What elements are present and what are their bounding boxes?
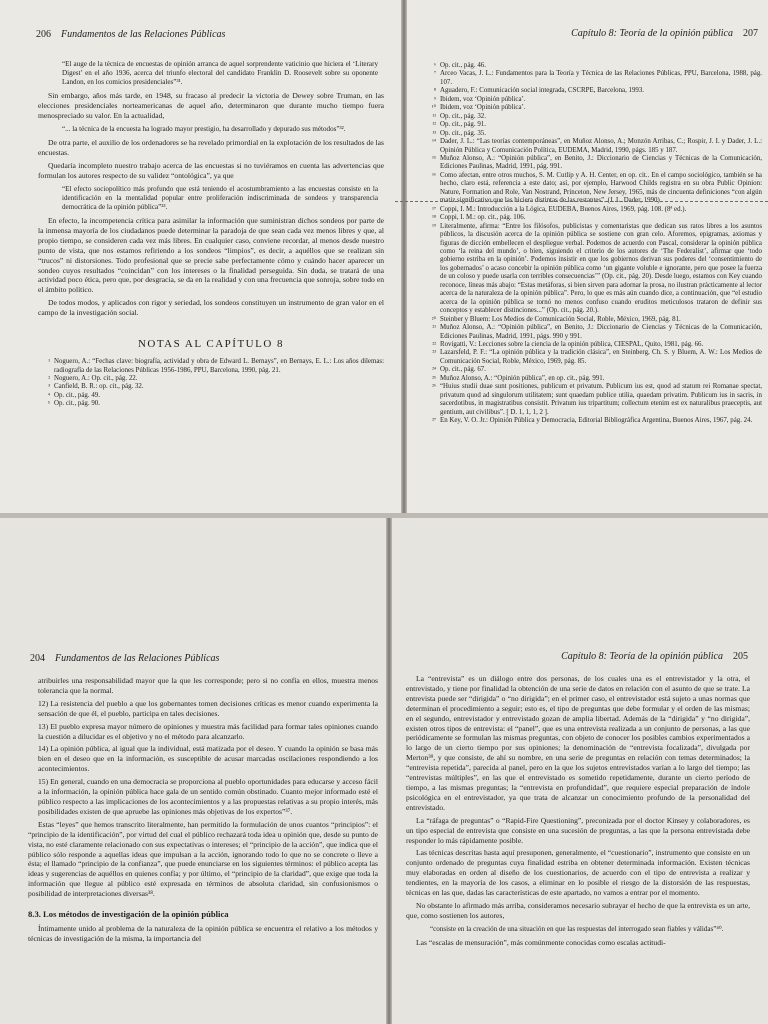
- footnote: [424, 121, 762, 129]
- page-204: [0, 518, 386, 1024]
- paragraph: En efecto, la incompetencia crítica para asimilar la información que suministran dichos sondeos por parte de la inmensa mayoría de los ciudadanos puede determinar la paradoja de que sean cada vez menos libres y que, al propio tiempo, se consideren cada vez más libres. En cualquier caso, conviene recordar, al menos desde nuestro punto de vista, que nos estamos refiriendo a los sondeos “limpios”, es decir, a aquéllos que se realizan sin “trucos” ni distorsiones. Todo profesional que se precie sabe perfectamente cómo y cuándo hacer aparecer un sondeo cuyos resultados “coincidan” con los intereses o la finalidad perseguida. Sin duda, se tratará de una actividad poco ética, pero que, por desgracia, se da en la realidad y con una frecuencia que sonroja, sobre todo en el ámbito político.: [38, 216, 384, 295]
- footnote-number: ²³: [432, 350, 436, 357]
- footnote-text: Muñoz Alonso, A.: “Opinión pública”, en Benito, J.: Diccionario de Ciencias y Técnicas de la Comunicación, Ediciones Paulinas, Madrid, 1991, pág. 991.: [440, 154, 762, 171]
- paragraph: La “entrevista” es un diálogo entre dos personas, de los cuales una es el entrevistador y la otra, el entrevistado, y tiene por finalidad la obtención de una serie de datos en relación con el asunto de que se trate. La entrevista puede ser “dirigida” o “no dirigida”; en el primer caso, el entrevistador está sujeto a unas normas que determinan el procedimiento a seguir; esto es, el tipo de preguntas que debe formular y el orden de las mismas; en el segundo, entrevistador y entrevistado gozan de amplia libertad. Además de la “dirigida” y “no dirigida”, existen otros tipos de entrevista: el “panel”, que es una entrevista realizada a un conjunto de personas, a las que periódicamente se formulan las mismas preguntas, con objeto de conocer los posibles cambios experimentados a lo largo de un cierto tiempo por sus opiniones; la denominación de “entrevista focalizada”, divulgada por Merton³⁹, y que consiste, de ahí su nombre, en una serie de preguntas en relación con temas determinados; la “entrevista repetida”, parecida al panel, pero en la que los sujetos entrevistados varían a lo largo del tiempo; las “entrevistas múltiples”, en las que el entrevistado es sometido repetidamente, durante un cierto período de tiempo, a las mismas preguntas; la “entrevista en profundidad”, que requiere especial preparación de índole psicológica en el entrevistador, ya que trata de alcanzar un conocimiento profundo de la personalidad del entrevistado.: [406, 674, 750, 812]
- footnote-text: Muñoz Alonso, A.: “Opinión pública”, en op. cit., pág. 991.: [440, 374, 605, 382]
- bottom-spread: [0, 518, 768, 1024]
- block-quote: “consiste en la creación de una situación en que las respuestas del interrogado sean fiables y válidas”⁴⁰.: [430, 924, 724, 933]
- footnote-number: ⁴: [47, 392, 50, 399]
- block-quote: “El efecto sociopolítico más profundo que está teniendo el acostumbramiento a las encuestas consiste en la identificación en la mentalidad popular entre proliferación indiscriminada de sondeos y transparencia democrática de la opinión pública”³³.: [62, 184, 378, 211]
- footnote-text: Op. cit., pág. 35.: [440, 129, 486, 137]
- footnote-number: ²²: [432, 341, 436, 348]
- footnote: [424, 87, 762, 95]
- footnote: [38, 358, 384, 375]
- footnote-text: Noguero, A.: “Fechas clave: biografía, actividad y obra de Edward L. Bernays”, en Bernays, E. L.: Los años dilemas: radiografía de las Relaciones Públicas 1956-1986, PPU, Barcelona, 1990, pág. 21.: [54, 358, 384, 374]
- section-heading: 8.3. Los métodos de investigación de la opinión pública: [28, 909, 229, 920]
- footnote-text: Op. cit., pág. 90.: [54, 400, 100, 408]
- paragraph: Quedaría incompleto nuestro trabajo acerca de las encuestas si no tuviéramos en cuenta las advertencias que formulan los autores respecto de su validez “ontológica”, ya que: [38, 160, 384, 180]
- footnote-text: Como afectan, entre otros muchos, S. M. Cutlip y A. H. Center, en op. cit.. En el campo sociológico, también se ha hecho, claro está, referencia a este dato; así, por ejemplo, Harwood Childs registra en su obra Public Opinion: Nature, Formation and Role, Van Nostrand, Princeton, New Jersey, 1965, más de cincuenta definiciones “con algún matiz significativo que las hiciera distintas de las restantes”. (J. L. Dader, 1990).: [440, 171, 762, 205]
- footnote: [424, 316, 762, 324]
- footnote-text: Arceo Vacas, J. L.: Fundamentos para la Teoría y Técnica de las Relaciones Públicas, PPU, Barcelona, 1988, pág. 107.: [440, 70, 762, 86]
- paragraph: Las “escalas de mensuración”, más comúnmente conocidas como escalas actitudi-: [416, 937, 666, 947]
- footnote-number: ²⁶: [432, 384, 436, 391]
- footnote-text: En Key, V. O. Jr.: Opinión Pública y Democracia, Editorial Bibliográfica Argentina, Buenos Aires, 1967, pág. 24.: [440, 417, 753, 425]
- footnote: [424, 223, 762, 316]
- footnote: [38, 383, 384, 391]
- footnote-list: [424, 62, 762, 425]
- footnote: [424, 62, 762, 70]
- footnote-number: ²: [48, 375, 50, 382]
- footnote: [424, 324, 762, 341]
- footnote-text: Muñoz Alonso, A.: “Opinión pública”, en Benito, J.: Diccionario de Ciencias y Técnicas de la Comunicación, Ediciones Paulinas, Madrid, 1991, págs. 990 y 991.: [440, 324, 762, 340]
- paragraph: No obstante lo afirmado más arriba, consideramos necesario subrayar el hecho de que la entrevista es un arte, que, como sostienen los autores,: [406, 900, 750, 920]
- footnote-number: ¹²: [432, 122, 436, 129]
- running-header: [36, 29, 225, 40]
- footnote: [424, 375, 762, 383]
- running-title: Fundamentos de las Relaciones Públicas: [55, 653, 220, 664]
- footnote-text: Ibidem, voz ‘Opinión pública’.: [440, 104, 526, 112]
- paragraph: De otra parte, el auxilio de los ordenadores se ha revelado primordial en la explotación de los resultados de las encuestas.: [38, 138, 384, 157]
- footnote: [424, 70, 762, 87]
- footnote-text: Literalmente, afirma: “Entre los filósofos, publicistas y comentaristas que dedican sus ratos libres a los asuntos públicos, la discusión acerca de la opinión pública se sostiene con gran celo. Aforemos, epigramas, axiomas y figuras de dicción embellecen el despliegue verbal. Podemos de acuerdo con Pascal, considerar la opinión pública como ‘la reina del mundo’, o bien, siguiendo el criterio de los autores de ‘The Federalist’, afirmar que ‘todo gobierno estriba en la opinión’. Podemos insistir en que los gobiernos derivan sus poderes del ‘consentimiento de los gobernados’ o acaso concebir la opinión pública como ‘un gigante voluble e ignorante, pero que posee la fuerza de un coloso y puede usarla con terribles consecuencias’” (Op. cit., pág. 20). Desde luego, estamos con Key cuando reconoce, líneas más abajo: “Estas metáforas, si bien sirven para adornar la prosa, no ilustran prácticamente al lector acerca de la naturaleza de la opinión pública”. Pero, lo que es más aún cuando dice, a continuación, que “el estudio acerca de la opinión pública se tornó no menos confuso cuando eruditos meticulosos trataron de definir sus conceptos y establecer distinciones...” (Op. cit., pág. 20.).: [440, 222, 762, 315]
- footnote-number: ¹⁹: [432, 223, 436, 230]
- notes-heading: NOTAS AL CAPÍTULO 8: [137, 338, 285, 351]
- footnote-text: Coppi, I. M.: op. cit., pág. 106.: [440, 214, 526, 222]
- footnote-text: Canfield, B. R.: op. cit., pág. 32.: [54, 383, 144, 391]
- footnote: [424, 214, 762, 222]
- footnote-text: Noguero, A.: Op. cit., pág. 22.: [54, 374, 138, 382]
- page-number: 206: [36, 29, 51, 40]
- list-item: 12) La resistencia del pueblo a que los gobernantes tomen decisiones críticas es menor cuando experimenta la sensación de que él, el pueblo, participa en tales decisiones.: [38, 698, 378, 718]
- list-item: 15) En general, cuando en una democracia se proporciona al pueblo oportunidades para educarse y acceso fácil a la información, la opinión pública hace gala de un sentido común obstinado. Cuanto mejor informado esté el público respecto a las implicaciones de los acontecimientos y a las propuestas relativas a su propio interés, más posibilidades existen de que apruebe las opiniones más objetivas de los expertos”³⁷.: [38, 777, 378, 816]
- footnote: [424, 341, 762, 349]
- footnote-text: Op. cit., pág. 67.: [440, 366, 486, 374]
- running-title: Capítulo 8: Teoría de la opinión pública: [571, 28, 733, 39]
- block-quote: “El auge de la técnica de encuestas de opinión arranca de aquel sorprendente vaticinio que hiciera el ‘Literary Digest’ en el año 1936, acerca del triunfo electoral del candidato Franklin D. Roosevelt sobre su oponente Landon, en los comicios presidenciales”³¹.: [62, 60, 378, 87]
- paragraph: Íntimamente unido al problema de la naturaleza de la opinión pública se encuentra el relativo a los métodos y técnicas de investigación de la misma, la importancia del: [28, 924, 378, 943]
- footnote-number: ¹⁵: [432, 155, 436, 162]
- footnote-text: Op. cit., pág. 32.: [440, 112, 486, 120]
- footnote-number: ⁵: [47, 401, 50, 408]
- footnote-number: ¹: [48, 359, 50, 366]
- footnote-text: “Huius studii duae sunt positiones, publicum et privatum. Publicum ius est, quod ad statum rei Romanae spectat, privatum quod ad singulorum utilitatem; sunt quaedam publice utilia, quaedam privatim. Publicum ius in sacris, in sacerdotibus, in magistratibus consistit. Privatum ius tripartitum; collectum etenim est ex naturalibus praeceptis, aut gentium, aut civilibus”. [ D. 1, 1, 1, 2 ].: [440, 383, 762, 416]
- footnote-number: ³: [48, 384, 50, 391]
- footnote-text: Aguadero, F.: Comunicación social integrada, CSCRPE, Barcelona, 1993.: [440, 87, 645, 95]
- paragraph: De todos modos, y aplicados con rigor y seriedad, los sondeos constituyen un instrumento de gran valor en el campo de la investigación social.: [38, 298, 384, 318]
- book-gutter: [401, 0, 407, 515]
- footnote: [424, 155, 762, 172]
- footnote: [424, 417, 762, 425]
- footnote-text: Coppi, I. M.: Introducción a la Lógica, EUDEBA, Buenos Aires, 1969, pág. 108. (8ª ed.).: [440, 205, 687, 213]
- footnote-number: ⁶: [433, 63, 436, 69]
- footnote: [424, 366, 762, 374]
- footnote-number: ⁸: [433, 88, 436, 95]
- fold-mark: [395, 201, 768, 203]
- paragraph: Sin embargo, años más tarde, en 1948, su fracaso al predecir la victoria de Dewey sobre Truman, en las elecciones presidenciales norteamericanas de aquel año, determinaron que durante mucho tiempo fuera menospreciado su valor. En la actualidad,: [38, 91, 384, 121]
- body-text: [28, 676, 378, 947]
- footnote: [38, 375, 384, 383]
- page-207: [408, 0, 768, 515]
- footnote: [38, 400, 384, 408]
- footnote-number: ⁹: [433, 96, 436, 103]
- list-item: 13) El pueblo expresa mayor número de opiniones y muestra más facilidad para formar tales opiniones cuando la cuestión a dilucidar es el objetivo y no el método para alcanzarlo.: [38, 721, 378, 741]
- running-title: Fundamentos de las Relaciones Públicas: [61, 29, 226, 40]
- running-header: [30, 653, 219, 664]
- list-item: atribuirles una responsabilidad mayor que la que les corresponde; pero si no confía en ellos, muestra menos tolerancia que la normal.: [38, 676, 378, 695]
- footnote-list: [38, 358, 384, 409]
- paragraph: Estas “leyes” que hemos transcrito literalmente, han permitido la formulación de unos cuantos “principios”: el “principio de la identificación”, por virtud del cual el público rechazará toda idea u opinión que, desde su punto de vista, no esté claramente relacionado con sus expectativas o intereses; el “principio de la acción”, que indica que el público sólo responde a aquellas ideas que impulsan a la acción, ignorando todo lo que no se concrete o lleve a ésta; el llamado “principio de la confianza”, que puede enunciarse en los siguientes términos: el público acepta las ideas y sugerencias de aquéllos en quienes confía; y por último, el “principio de la claridad”, que exige que toda la información que llegue al público esté expresada en términos de absoluta claridad, sin confusionismos o posibilidad de interpretaciones diversas³⁸.: [28, 819, 378, 899]
- footnote: [424, 349, 762, 366]
- footnote-number: ¹⁰: [431, 105, 436, 112]
- running-header: [561, 651, 748, 662]
- footnote: [424, 104, 762, 112]
- footnote-text: Ibidem, voz ‘Opinión pública’.: [440, 95, 526, 103]
- footnote: [424, 383, 762, 417]
- footnote-number: ¹³: [432, 130, 436, 137]
- footnote-number: ²⁰: [431, 316, 436, 323]
- footnote-text: Rovigatti, V.: Lecciones sobre la ciencia de la opinión pública, CIESPAL, Quito, 1981, pág. 66.: [440, 340, 704, 348]
- page-206: [0, 0, 395, 515]
- footnote: [424, 206, 762, 214]
- footnote-number: ²¹: [432, 325, 436, 332]
- footnote-text: Lazarsfeld, P. F.: “La opinión pública y la tradición clásica”, en Steinberg, Ch. S. y Bluem, A. W.: Los Medios de Comunicación Social, Roble, México, 1969, pág. 85.: [440, 349, 762, 365]
- body-text: [406, 674, 750, 951]
- footnote-text: Op. cit., pág. 49.: [54, 391, 100, 399]
- footnote: [424, 113, 762, 121]
- footnote-text: Op. cit., pág. 91.: [440, 121, 486, 129]
- paragraph: Las técnicas descritas hasta aquí presuponen, generalmente, el “cuestionario”, instrumento que consiste en un conjunto ordenado de preguntas cuya finalidad estriba en obtener determinada información. Existen técnicas muy elaboradas en orden al diseño de los cuestionarios, de acuerdo con el tipo de entrevista a realizar y tendientes, en la mayoría de los casos, a eliminar en lo posible el riesgo de la distorsión de las respuestas, técnicas en las que, dadas las características de este apartado, no vamos a entrar por el momento.: [406, 848, 750, 898]
- page-205: [392, 518, 768, 1024]
- running-header: [571, 28, 758, 39]
- paragraph: La “ráfaga de preguntas” o “Rapid-Fire Questioning”, preconizada por el doctor Kinsey y colaboradores, es un tipo especial de entrevista que consiste en una sucesión de preguntas, a las que la persona entrevistada debe responder lo más rápidamente posible.: [406, 815, 750, 845]
- footnote-number: ²⁴: [432, 367, 436, 374]
- footnote-text: Dader, J. L.: “Las teorías contemporáneas”, en Muñoz Alonso, A.; Monzón Arribas, C.; Rospir, J. I. y Dader, J. L.: Opinión Pública y Comunicación Política, EUDEMA, Madrid, 1990, págs. 185 y 187.: [440, 138, 762, 154]
- footnote-number: ²⁷: [432, 418, 436, 425]
- body-text: [38, 56, 384, 409]
- footnote-text: Op. cit., pág. 46.: [440, 62, 486, 69]
- footnote: [424, 130, 762, 138]
- page-number: 204: [30, 653, 45, 664]
- running-title: Capítulo 8: Teoría de la opinión pública: [561, 651, 723, 662]
- footnote-number: ⁷: [433, 71, 436, 78]
- footnote: [424, 96, 762, 104]
- page-number: 207: [743, 28, 758, 39]
- footnote: [424, 138, 762, 155]
- page-number: 205: [733, 651, 748, 662]
- list-item: 14) La opinión pública, al igual que la individual, está matizada por el deseo. Y cuando la opinión se basa más bien en el deseo que en la información, es susceptible de acusar marcadas oscilaciones respondiendo a los acontecimientos.: [38, 744, 378, 774]
- footnote-number: ¹⁸: [432, 215, 436, 222]
- footnote-number: ¹⁶: [432, 172, 436, 179]
- footnote-number: ¹¹: [432, 113, 436, 120]
- block-quote: “... la técnica de la encuesta ha logrado mayor prestigio, ha desarrollado y depurado sus métodos”³².: [62, 125, 346, 133]
- footnote-number: ¹⁷: [432, 206, 436, 213]
- footnote-number: ¹⁴: [432, 139, 436, 146]
- footnote-text: Steinber y Bluem: Los Medios de Comunicación Social, Roble, México, 1969, pág. 81.: [440, 315, 681, 323]
- footnote: [38, 392, 384, 400]
- footnote-number: ²⁵: [432, 375, 436, 382]
